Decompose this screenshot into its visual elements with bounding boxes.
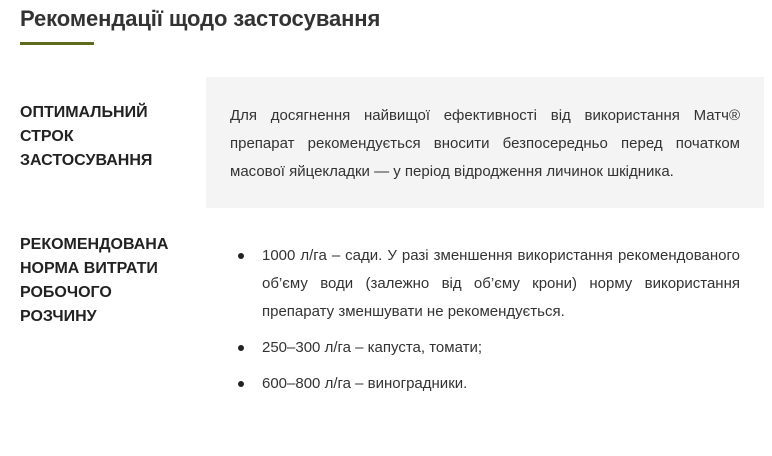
list-item-text: 600–800 л/га – виноградники. xyxy=(262,375,468,392)
application-timing-text: Для досягнення найвищої ефективності від використання Матч® препарат рекомендується вносити безпосередньо перед початком масової яйцекладки — у період відродження личинок шкідника. xyxy=(230,107,740,180)
list-item-text: 250–300 л/га – капуста, томати; xyxy=(262,339,482,356)
bullet-icon xyxy=(238,253,244,259)
bullet-icon xyxy=(238,381,244,387)
row-label-application-timing: ОПТИМАЛЬНИЙ СТРОК ЗАСТОСУВАННЯ xyxy=(20,104,153,169)
list-item-text: 1000 л/га – сади. У разі зменшення використання рекомендованого об’єму води (залежно від об’єму крони) норму використання препарату зменшувати не рекомендується. xyxy=(262,247,740,320)
list-item xyxy=(238,334,740,362)
bullet-icon xyxy=(238,345,244,351)
list-item xyxy=(238,370,740,398)
solution-rate-list xyxy=(238,242,740,406)
application-timing-box xyxy=(206,77,764,208)
section-title: Рекомендації щодо застосування xyxy=(20,6,381,31)
list-item xyxy=(238,242,740,326)
title-underline xyxy=(20,42,94,45)
row-label-solution-rate: РЕКОМЕНДОВАНА НОРМА ВИТРАТИ РОБОЧОГО РОЗЧИНУ xyxy=(20,236,169,325)
